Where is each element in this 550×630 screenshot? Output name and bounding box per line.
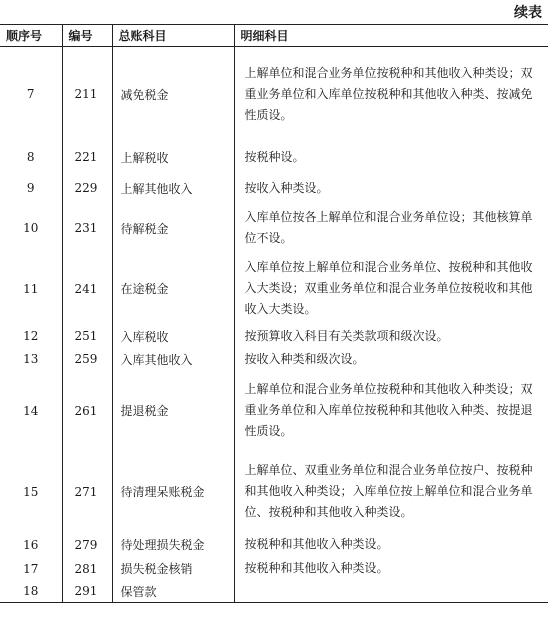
table-row <box>0 142 548 173</box>
row-code: 221 <box>62 142 112 173</box>
row-code: 251 <box>62 325 112 348</box>
row-code: 259 <box>62 348 112 371</box>
table-row <box>0 557 548 581</box>
table-row <box>0 451 548 533</box>
row-account: 上解其他收入 <box>112 173 234 204</box>
table-row <box>0 581 548 603</box>
table-row <box>0 204 548 253</box>
header-seq: 顺序号 <box>0 25 62 47</box>
row-seq: 9 <box>26 181 35 195</box>
row-seq: 16 <box>23 537 39 552</box>
row-seq: 17 <box>23 561 39 576</box>
row-code: 261 <box>62 371 112 451</box>
row-account: 入库税收 <box>112 325 234 348</box>
row-seq: 15 <box>23 484 39 499</box>
row-account: 待解税金 <box>112 204 234 253</box>
table-row <box>0 173 548 204</box>
row-seq: 18 <box>0 581 62 603</box>
table-row <box>0 253 548 325</box>
row-detail: 按税种设。 <box>234 142 548 173</box>
row-detail: 按收入种类设。 <box>234 173 548 204</box>
row-code: 291 <box>62 581 112 603</box>
row-seq: 12 <box>23 329 39 343</box>
row-code: 279 <box>62 533 112 557</box>
row-account: 在途税金 <box>112 253 234 325</box>
row-detail: 按税种和其他收入种类设。 <box>234 557 548 581</box>
row-seq: 7 <box>26 87 35 102</box>
row-account: 上解税收 <box>112 142 234 173</box>
header-account: 总账科目 <box>112 25 234 47</box>
row-account: 待处理损失税金 <box>112 533 234 557</box>
row-code: 281 <box>62 557 112 581</box>
table-row <box>0 325 548 348</box>
header-code: 编号 <box>62 25 112 47</box>
table-row <box>0 47 548 142</box>
row-account: 减免税金 <box>112 47 234 142</box>
header-row <box>0 25 548 47</box>
row-detail: 上解单位和混合业务单位按税种和其他收入种类设；双重业务单位和入库单位按税种和其他收入种类、按减免性质设。 <box>234 47 548 142</box>
row-account: 保管款 <box>112 581 234 603</box>
row-code: 211 <box>62 47 112 142</box>
row-detail: 入库单位按各上解单位和混合业务单位设；其他核算单位不设。 <box>234 204 548 253</box>
table-row <box>0 371 548 451</box>
row-detail: 入库单位按上解单位和混合业务单位、按税种和其他收入大类设；双重业务单位和混合业务单位按税收和其他收入大类设。 <box>234 253 548 325</box>
row-detail: 上解单位和混合业务单位按税种和其他收入种类设；双重业务单位和入库单位按税种和其他收入种类、按提退性质设。 <box>234 371 548 451</box>
row-account: 待清理呆账税金 <box>112 451 234 533</box>
continued-label: 续表 <box>514 5 542 21</box>
accounts-table <box>0 24 548 603</box>
row-code: 229 <box>62 173 112 204</box>
row-detail: 按预算收入科目有关类款项和级次设。 <box>234 325 548 348</box>
row-seq: 10 <box>23 221 39 235</box>
row-code: 231 <box>62 204 112 253</box>
row-account: 损失税金核销 <box>112 557 234 581</box>
row-detail: 按收入种类和级次设。 <box>234 348 548 371</box>
row-account: 入库其他收入 <box>112 348 234 371</box>
row-detail: 上解单位、双重业务单位和混合业务单位按户、按税种和其他收入种类设；入库单位按上解单位和混合业务单位、按税种和其他收入种类设。 <box>234 451 548 533</box>
row-seq: 14 <box>23 403 39 418</box>
table-row <box>0 533 548 557</box>
row-seq: 8 <box>26 150 35 164</box>
header-detail: 明细科目 <box>234 25 548 47</box>
row-account: 提退税金 <box>112 371 234 451</box>
row-detail: 按税种和其他收入种类设。 <box>234 533 548 557</box>
row-detail <box>234 581 548 603</box>
row-code: 271 <box>62 451 112 533</box>
row-seq: 13 <box>23 352 39 366</box>
row-code: 241 <box>62 253 112 325</box>
table-row <box>0 348 548 371</box>
row-seq: 11 <box>23 281 39 296</box>
